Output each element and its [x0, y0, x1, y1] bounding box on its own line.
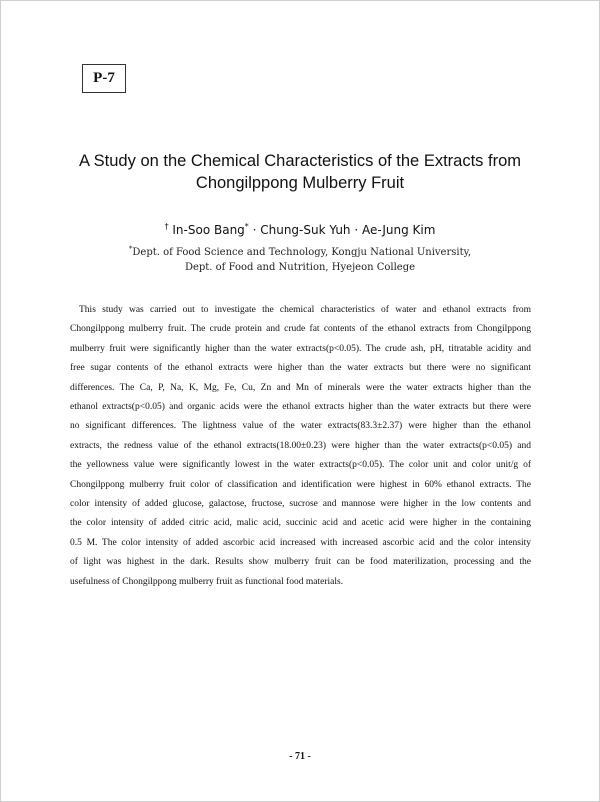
abstract-line: This study was carried out to investigate the chemical characteristics of water and ethanol extracts from — [79, 305, 531, 315]
title-line-2: Chongilppong Mulberry Fruit — [195, 174, 405, 192]
paper-title — [40, 150, 560, 194]
author-1: In-Soo Bang — [172, 223, 245, 237]
affiliation-2: Dept. of Food and Nutrition, Hyejeon College — [184, 262, 416, 273]
other-authors: · Chung-Suk Yuh · Ae-Jung Kim — [248, 223, 436, 237]
abstract-line: usefulness of Chongilppong mulberry fruit as functional food materials. — [70, 576, 344, 587]
paper-code: P-7 — [93, 70, 115, 86]
abstract-line: Chongilppong mulberry fruit. The crude protein and crude fat contents of the ethanol extracts from Chongilppong — [70, 324, 531, 335]
abstract-line: the yellowness value were significantly lowest in the water extracts(p<0.05). The color unit and color unit/g of — [70, 460, 531, 471]
author-list — [40, 219, 560, 238]
abstract-line: 0.5 M. The color intensity of added ascorbic acid increased with increased ascorbic acid and the color intensity — [70, 537, 531, 548]
affiliation-star-mark: * — [244, 222, 249, 231]
abstract-line: Chongilppong mulberry fruit color of classification and identification were highest in 60% ethanol extracts. The — [70, 479, 531, 490]
dagger-mark: † — [164, 222, 169, 231]
abstract — [70, 301, 531, 592]
affiliation-star: * — [128, 245, 133, 253]
abstract-line: ethanol extracts(p<0.05) and organic acids were the ethanol extracts higher than the water extracts but there were — [70, 402, 531, 413]
abstract-line: no significant differences. The lightness value of the water extracts(83.3±2.37) were higher than the ethanol — [70, 421, 531, 432]
abstract-line: extracts, the redness value of the ethanol extracts(18.00±0.23) were higher than the water extracts(p<0.05) and — [70, 440, 531, 451]
affiliation-1 — [40, 242, 560, 260]
page-number: - 71 - — [289, 751, 311, 762]
affiliations — [40, 242, 560, 275]
abstract-line: free sugar contents of the ethanol extracts were higher than the water extracts but there were no significant — [70, 363, 531, 374]
abstract-line: the color intensity of added citric acid, malic acid, succinic acid and acetic acid were higher in the containing — [70, 518, 531, 529]
abstract-line: of light was highest in the dark. Results show mulberry fruit can be food materilization, processing and the — [70, 557, 531, 568]
paper-code-box — [82, 64, 126, 93]
abstract-line: mulberry fruit were significantly higher than the water extracts(p<0.05). The crude ash, pH, titratable acidity and — [70, 343, 531, 354]
abstract-line: differences. The Ca, P, Na, K, Mg, Fe, Cu, Zn and Mn of minerals were the water extracts higher than the — [70, 382, 531, 393]
abstract-line: color intensity of added glucose, galactose, fructose, sucrose and mannose were higher in the low contents and — [70, 499, 531, 510]
title-line-1: A Study on the Chemical Characteristics of the Extracts from — [78, 152, 521, 170]
affiliation-1-text: Dept. of Food Science and Technology, Kongju National University, — [132, 247, 472, 258]
